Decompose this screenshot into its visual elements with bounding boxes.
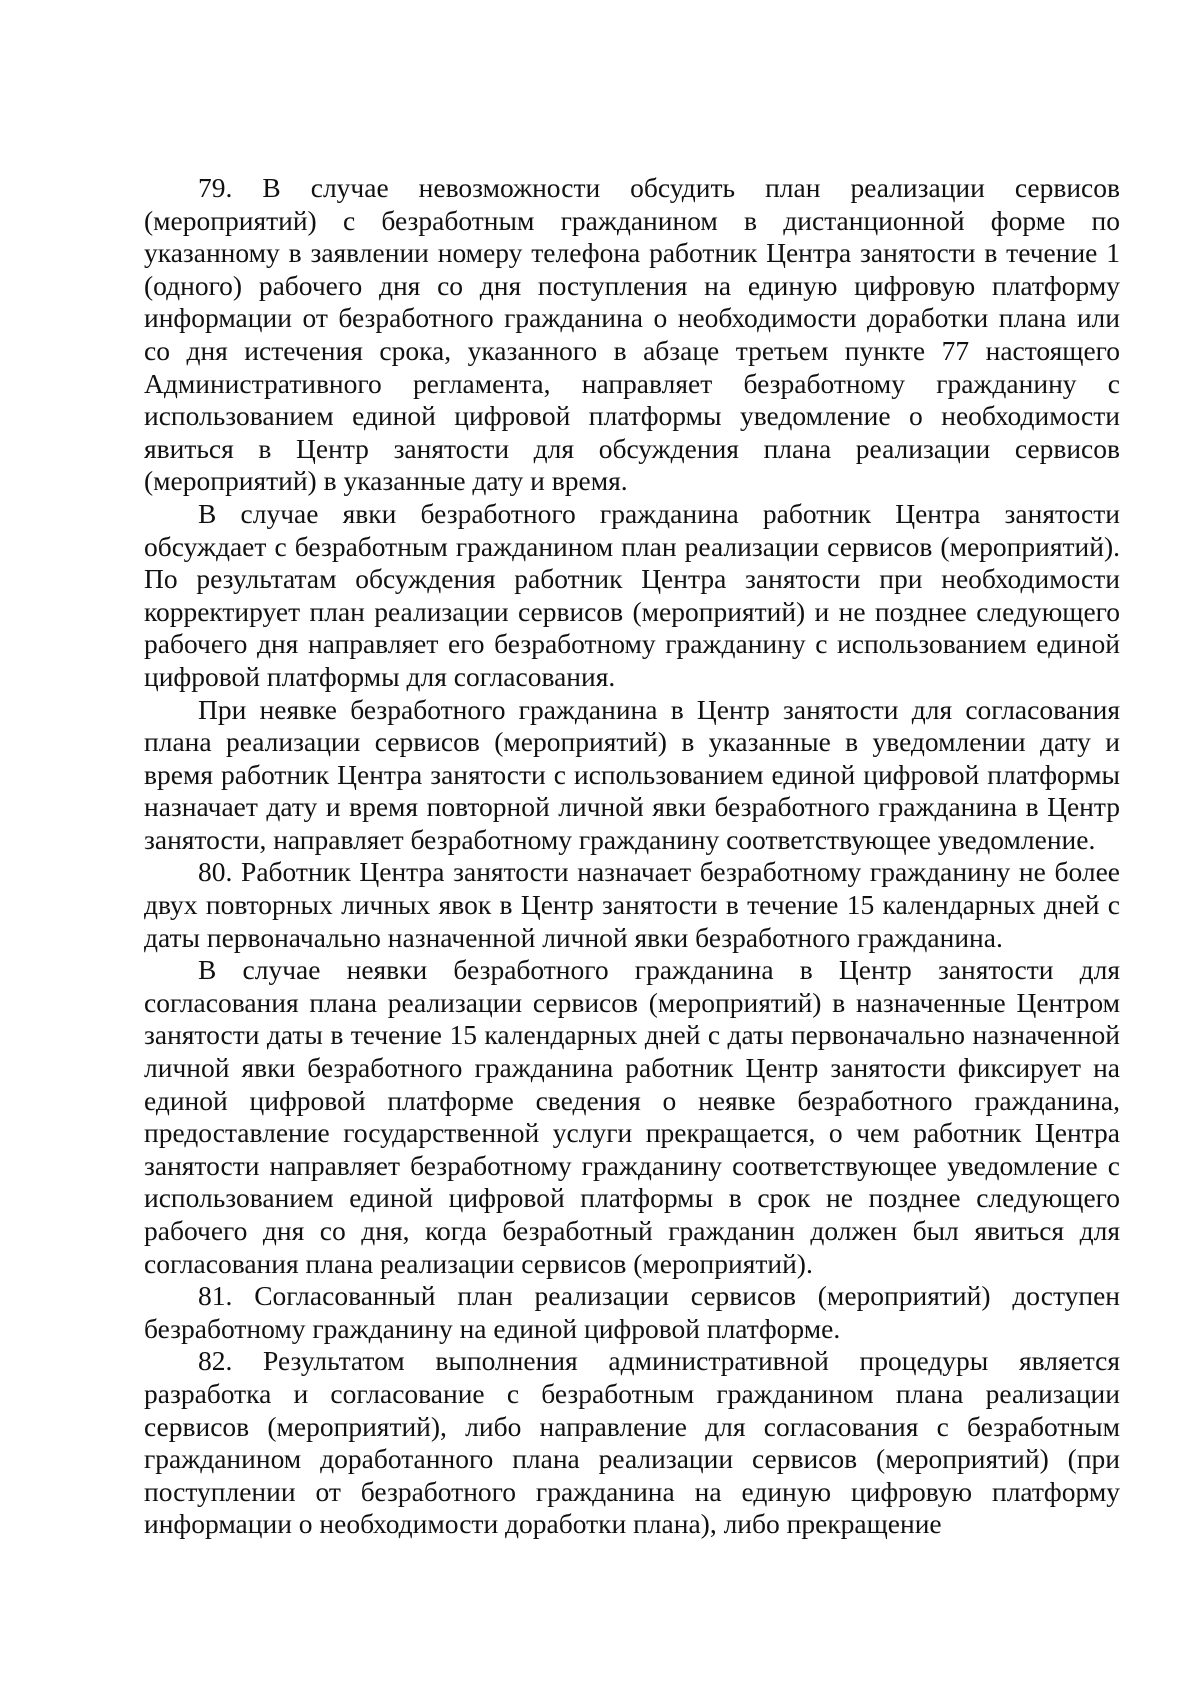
paragraph-79: 79. В случае невозможности обсудить план реализации сервисов (мероприятий) с безработным гражданином в дистанционной форме по указанному в заявлении номеру телефона работник Центра занятости в течение 1 (одного) рабочего дня со дня поступления на единую цифровую платформу информации от безработного гражданина о необходимости доработки плана или со дня истечения срока, указанного в абзаце третьем пункте 77 настоящего Административного регламента, направляет безработному гражданину с использованием единой цифровой платформы уведомление о необходимости явиться в Центр занятости для обсуждения плана реализации сервисов (мероприятий) в указанные дату и время. <box>144 172 1120 497</box>
paragraph-repeat-non-appearance: В случае неявки безработного гражданина в Центр занятости для согласования плана реализации сервисов (мероприятий) в назначенные Центром занятости даты в течение 15 календарных дней с даты первоначально назначенной личной явки безработного гражданина работник Центр занятости фиксирует на единой цифровой платформе сведения о неявке безработного гражданина, предоставление государственной услуги прекращается, о чем работник Центра занятости направляет безработному гражданину соответствующее уведомление с использованием единой цифровой платформы в срок не позднее следующего рабочего дня со дня, когда безработный гражданин должен был явиться для согласования плана реализации сервисов (мероприятий). <box>144 954 1120 1279</box>
paragraph-81: 81. Согласованный план реализации сервисов (мероприятий) доступен безработному гражданину на единой цифровой платформе. <box>144 1280 1120 1344</box>
paragraph-non-appearance: При неявке безработного гражданина в Центр занятости для согласования плана реализации сервисов (мероприятий) в указанные в уведомлении дату и время работник Центра занятости с использованием единой цифровой платформы назначает дату и время повторной личной явки безработного гражданина в Центр занятости, направляет безработному гражданину соответствующее уведомление. <box>144 693 1120 855</box>
paragraph-80: 80. Работник Центра занятости назначает безработному гражданину не более двух повторных личных явок в Центр занятости в течение 15 календарных дней с даты первоначально назначенной личной явки безработного гражданина. <box>144 856 1120 953</box>
document-body <box>144 172 1120 1541</box>
paragraph-appearance: В случае явки безработного гражданина работник Центра занятости обсуждает с безработным гражданином план реализации сервисов (мероприятий). По результатам обсуждения работник Центра занятости при необходимости корректирует план реализации сервисов (мероприятий) и не позднее следующего рабочего дня направляет его безработному гражданину с использованием единой цифровой платформы для согласования. <box>144 497 1120 692</box>
paragraph-82: 82. Результатом выполнения административной процедуры является разработка и согласование с безработным гражданином плана реализации сервисов (мероприятий), либо направление для согласования с безработным гражданином доработанного плана реализации сервисов (мероприятий) (при поступлении от безработного гражданина на единую цифровую платформу информации о необходимости доработки плана), либо прекращение <box>144 1345 1120 1540</box>
